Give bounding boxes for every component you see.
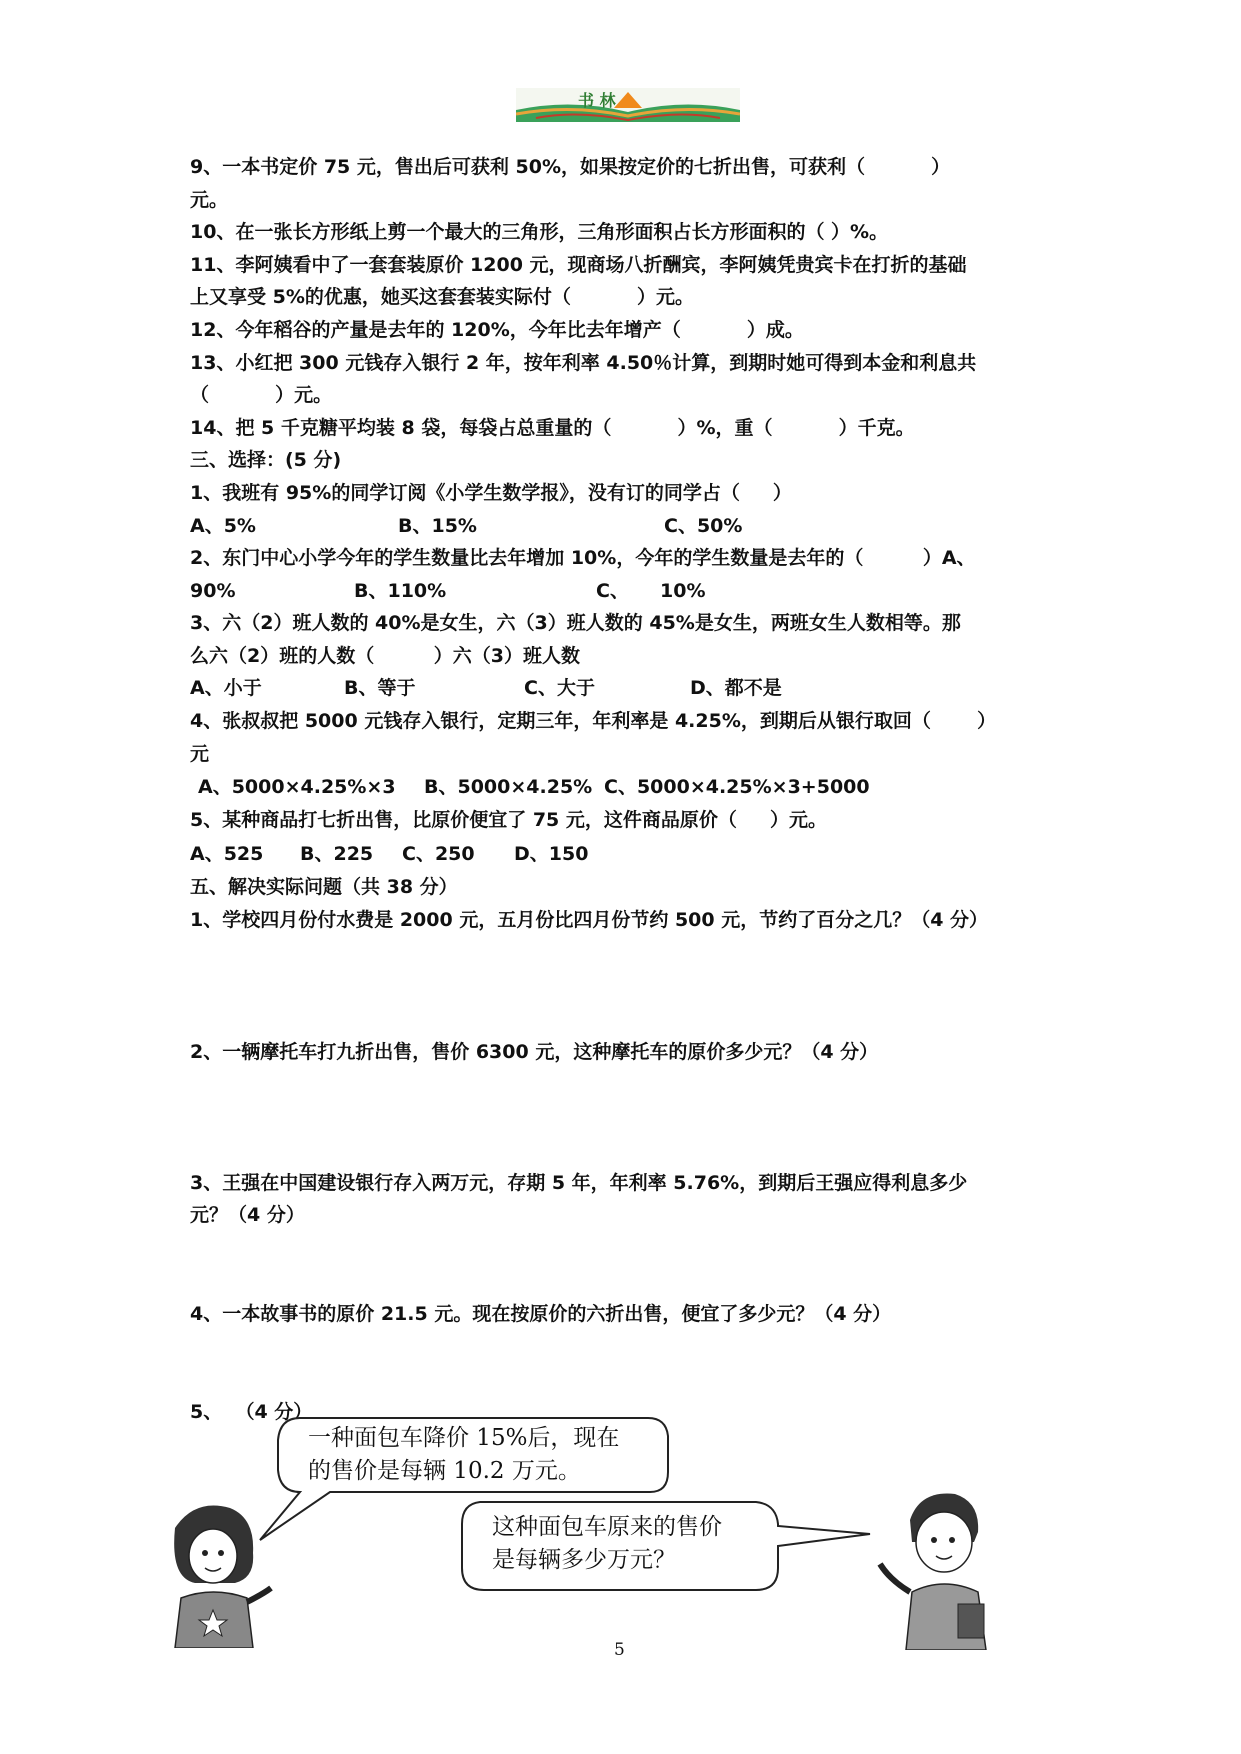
q9-line1: 9、一本书定价 75 元，售出后可获利 50%，如果按定价的七折出售，可获利（ ） [190,156,951,178]
logo-text: 书 林 [578,91,616,110]
girl-bubble-line1: 一种面包车降价 15%后，现在 [308,1425,620,1451]
girl-bubble-line2: 的售价是每辆 10.2 万元。 [308,1458,581,1484]
s3-q4-option-a: A、5000×4.25%×3 [198,776,396,798]
q10: 10、在一张长方形纸上剪一个最大的三角形，三角形面积占长方形面积的（ ）%。 [190,221,889,243]
s3-q1-option-b: B、15% [398,515,477,537]
s3-q4-option-c: C、5000×4.25%×3+5000 [604,776,870,798]
section5-title: 五、解决实际问题（共 38 分） [190,876,458,898]
page-number: 5 [614,1640,625,1660]
s3-q2-option-c: 10% [660,580,706,602]
s3-q3-line2: 么六（2）班的人数（ ）六（3）班人数 [190,645,580,667]
s3-q5-option-b: B、225 [300,843,374,865]
s3-q1-option-c: C、50% [664,515,743,537]
s3-q5-option-d: D、150 [514,843,589,865]
section3-title: 三、选择：(5 分) [190,449,342,471]
s3-q2-option-b: B、110% [354,580,447,602]
s3-q5-option-c: C、250 [402,843,475,865]
s3-q1-option-a: A、5% [190,515,256,537]
q13-line2: （ ）元。 [190,384,333,406]
book-forest-logo [516,88,740,122]
s3-q2-option-a: 90% [190,580,236,602]
s3-q4-line2: 元 [190,743,210,765]
s3-q4-option-b: B、5000×4.25% [424,776,593,798]
s5-p3-line1: 3、王强在中国建设银行存入两万元，存期 5 年，年利率 5.76%，到期后王强应得利息多少 [190,1172,968,1194]
s3-q5-option-a: A、525 [190,843,264,865]
s3-q3-option-b: B、等于 [344,677,416,699]
boy-bubble-line1: 这种面包车原来的售价 [492,1514,722,1540]
s5-p4: 4、一本故事书的原价 21.5 元。现在按原价的六折出售，便宜了多少元？（4 分） [190,1303,892,1325]
s3-q5: 5、某种商品打七折出售，比原价便宜了 75 元，这件商品原价（ ）元。 [190,809,827,831]
s3-q3-option-c: C、大于 [524,677,595,699]
s5-p3-line2: 元？（4 分） [190,1204,305,1226]
q14: 14、把 5 千克糖平均装 8 袋，每袋占总重量的（ ）%，重（ ）千克。 [190,417,915,439]
s3-q3-line1: 3、六（2）班人数的 40%是女生，六（3）班人数的 45%是女生，两班女生人数相等。那 [190,612,961,634]
s3-q3-option-a: A、小于 [190,677,262,699]
s3-q4-line1: 4、张叔叔把 5000 元钱存入银行，定期三年，年利率是 4.25%，到期后从银行取回（ ） [190,710,997,732]
q13-line1: 13、小红把 300 元钱存入银行 2 年，按年利率 4.50％计算，到期时她可得到本金和利息共 [190,352,977,374]
girl-illustration [155,1498,280,1648]
boy-bubble-line2: 是每辆多少万元？ [492,1547,676,1573]
q11-line2: 上又享受 5%的优惠，她买这套套装实际付（ ）元。 [190,286,695,308]
q12: 12、今年稻谷的产量是去年的 120%，今年比去年增产（ ）成。 [190,319,804,341]
q9-line2: 元。 [190,189,229,211]
s3-q2: 2、东门中心小学今年的学生数量比去年增加 10%，今年的学生数量是去年的（ ）A、 [190,547,976,569]
boy-illustration [870,1480,1005,1650]
q11-line1: 11、李阿姨看中了一套套装原价 1200 元，现商场八折酬宾，李阿姨凭贵宾卡在打折的基础 [190,254,967,276]
s3-q1: 1、我班有 95%的同学订阅《小学生数学报》，没有订的同学占（ ） [190,482,792,504]
s5-p5: 5、 （4 分） [190,1401,313,1423]
s3-q2-option-c-label: C、 [596,580,629,602]
s3-q3-option-d: D、都不是 [690,677,782,699]
s5-p1: 1、学校四月份付水费是 2000 元，五月份比四月份节约 500 元，节约了百分之几？（4 分） [190,909,989,931]
s5-p2: 2、一辆摩托车打九折出售，售价 6300 元，这种摩托车的原价多少元？（4 分） [190,1041,879,1063]
